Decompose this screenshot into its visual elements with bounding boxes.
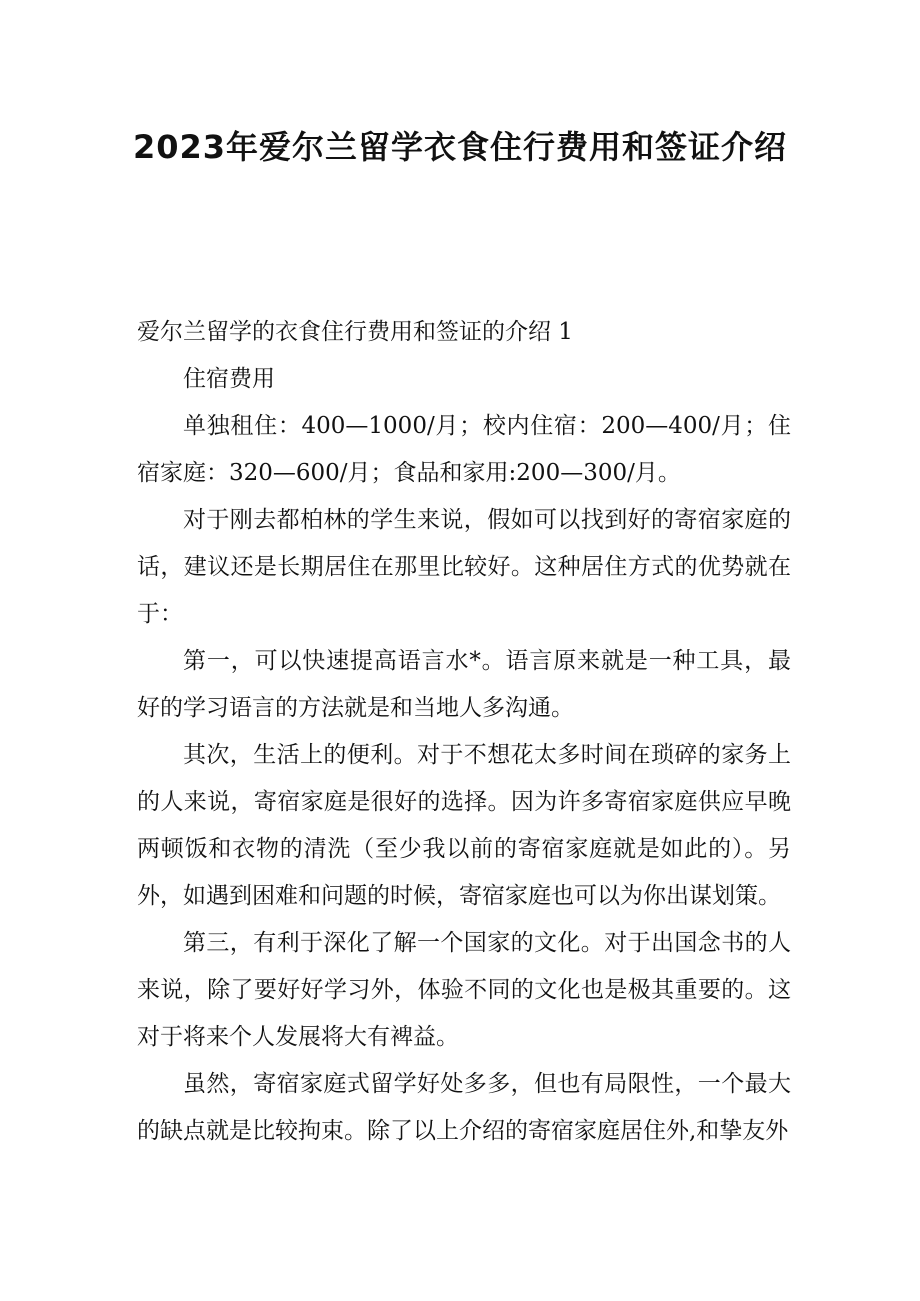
paragraph-homestay-intro: 对于刚去都柏林的学生来说，假如可以找到好的寄宿家庭的话，建议还是长期居住在那里比较好。这种居住方式的优势就在于： xyxy=(137,507,791,627)
section-heading: 爱尔兰留学的衣食住行费用和签证的介绍 1 xyxy=(137,319,573,345)
paragraph-limitations: 虽然，寄宿家庭式留学好处多多，但也有局限性，一个最大的缺点就是比较拘束。除了以上介绍的寄宿家庭居住外,和挚友外 xyxy=(137,1071,791,1144)
paragraph-accommodation-heading: 住宿费用 xyxy=(183,366,275,392)
paragraph-first-advantage: 第一，可以快速提高语言水*。语言原来就是一种工具，最好的学习语言的方法就是和当地人多沟通。 xyxy=(137,648,791,721)
paragraph-third-advantage: 第三，有利于深化了解一个国家的文化。对于出国念书的人来说，除了要好好学习外，体验不同的文化也是极其重要的。这对于将来个人发展将大有裨益。 xyxy=(137,930,791,1050)
paragraph-second-advantage: 其次，生活上的便利。对于不想花太多时间在琐碎的家务上的人来说，寄宿家庭是很好的选择。因为许多寄宿家庭供应早晚两顿饭和衣物的清洗（至少我以前的寄宿家庭就是如此的）。另外，如遇到困难和问题的时候，寄宿家庭也可以为你出谋划策。 xyxy=(137,742,791,909)
document-title: 2023年爱尔兰留学衣食住行费用和签证介绍 xyxy=(132,128,788,166)
paragraph-costs: 单独租住：400—1000/月；校内住宿：200—400/月；住宿家庭：320—600/月；食品和家用:200—300/月。 xyxy=(137,413,791,486)
